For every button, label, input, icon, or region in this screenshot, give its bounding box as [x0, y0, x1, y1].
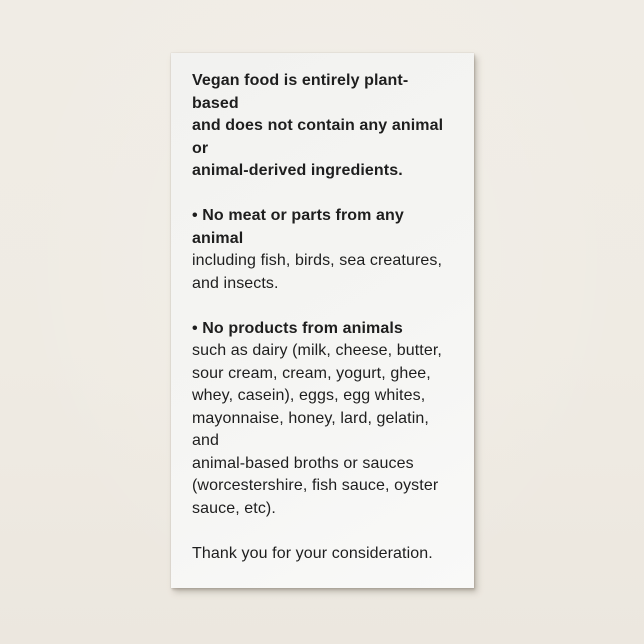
section-heading-text: No products from animals	[202, 319, 403, 337]
section-no-products	[192, 318, 447, 521]
section-no-meat	[192, 205, 447, 295]
card-text-block	[171, 53, 461, 565]
bullet-icon: •	[192, 319, 198, 337]
intro-paragraph: Vegan food is entirely plant-based and does not contain any animal or animal-derived ingredients.	[192, 72, 444, 179]
vegan-info-card	[171, 53, 474, 588]
bullet-icon: •	[192, 207, 198, 224]
closing-line: Thank you for your consideration.	[192, 544, 433, 562]
section-body-text: including fish, birds, sea creatures, and insects.	[192, 252, 443, 292]
section-heading-line	[192, 318, 447, 341]
section-body-text: such as dairy (milk, cheese, butter, sour cream, cream, yogurt, ghee, whey, casein), eggs, egg whites, mayonnaise, honey, lard, gelatin, and animal-based broths or sauces (worcestershire, fish sauce, oyster sauce, etc).	[192, 342, 442, 517]
section-heading-text: No meat or parts from any animal	[192, 207, 404, 247]
section-heading-line	[192, 205, 447, 250]
